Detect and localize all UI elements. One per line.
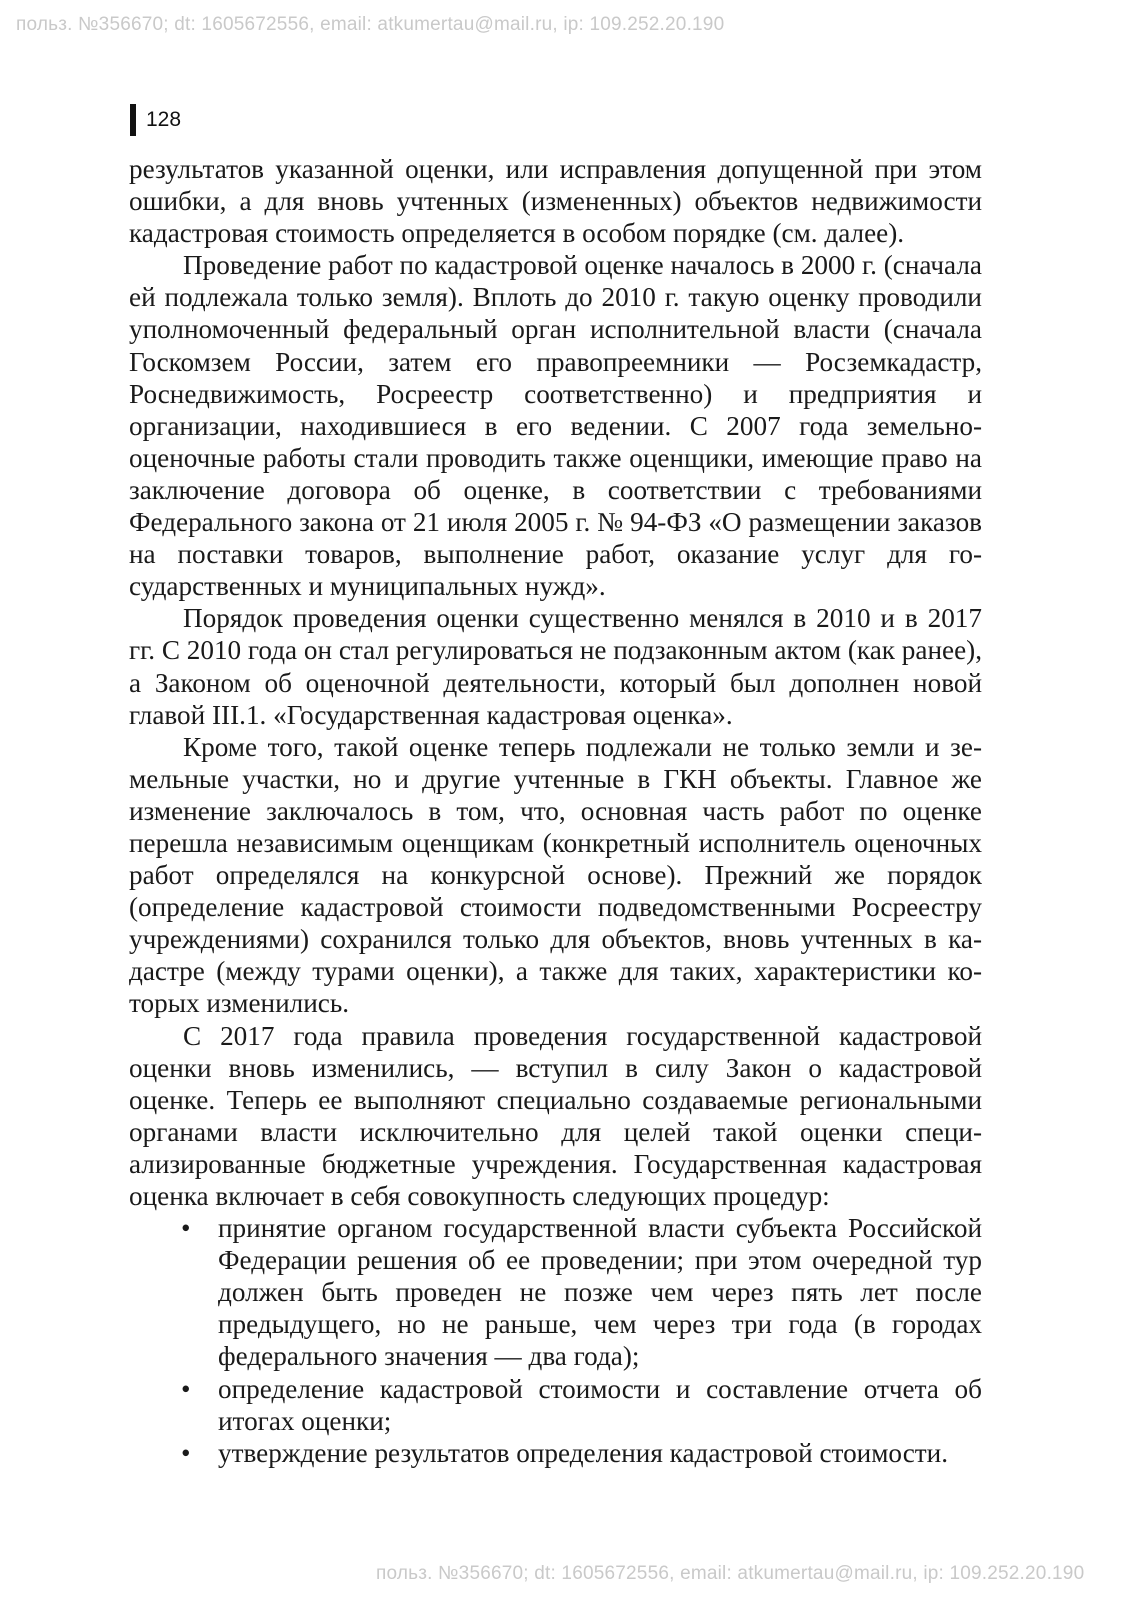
- paragraph: С 2017 года правила проведения государственной кадастровой оценки вновь изменились, — вступил в силу Закон о кадастровой оценке. Теперь ее выполняют специально создаваемые региональными органами власти исключительно для целей такой оценки специализированные бюджетные учреждения. Государственная кадастровая оценка включает в себя совокупность следующих процедур:: [129, 1020, 982, 1211]
- bullet-icon: •: [181, 1437, 191, 1468]
- bullet-icon: •: [181, 1213, 191, 1244]
- procedure-list: [129, 1212, 982, 1469]
- body-text: [129, 153, 982, 1469]
- list-item-text: принятие органом государственной власти субъекта Российской Федерации решения об ее проведении; при этом очередной тур должен быть проведен не позже чем через пять лет после предыдущего, но не раньше, чем через три года (в городах федерального значения — два года);: [218, 1213, 982, 1372]
- page-number: 128: [146, 108, 182, 131]
- list-item-text: утверждение результатов определения кадастровой стоимости.: [218, 1437, 948, 1468]
- watermark-bottom: польз. №356670; dt: 1605672556, email: atkumertau@mail.ru, ip: 109.252.20.190: [376, 1563, 1085, 1584]
- header-bar: [130, 104, 136, 136]
- list-item: [129, 1212, 982, 1372]
- watermark-top: польз. №356670; dt: 1605672556, email: atkumertau@mail.ru, ip: 109.252.20.190: [16, 14, 725, 35]
- bullet-icon: •: [181, 1373, 191, 1404]
- list-item: [129, 1437, 982, 1469]
- paragraph: Кроме того, такой оценке теперь подлежали не только земли и земельные участки, но и другие учтенные в ГКН объекты. Главное же изменение заключалось в том, что, основная часть работ по оценке перешла независимым оценщикам (конкретный исполнитель оценочных работ определялся на конкурсной основе). Прежний же порядок (определение кадастровой стоимости подведомственными Росреестру учреждениями) сохранился только для объектов, вновь учтенных в кадастре (между турами оценки), а также для таких, характеристики которых изменились.: [129, 731, 982, 1019]
- paragraph: Порядок проведения оценки существенно менялся в 2010 и в 2017 гг. С 2010 года он стал регулироваться не подзаконным актом (как ранее), а Законом об оценочной деятельности, который был дополнен новой главой III.1. «Государственная кадастровая оценка».: [129, 603, 982, 730]
- list-item: [129, 1373, 982, 1437]
- paragraph: результатов указанной оценки, или исправления допущенной при этом ошибки, а для вновь учтенных (измененных) объектов недвижимости кадастровая стоимость определяется в особом порядке (см. далее).: [129, 154, 982, 249]
- page-header: [130, 104, 181, 136]
- paragraph: Проведение работ по кадастровой оценке началось в 2000 г. (сначала ей подлежала только земля). Вплоть до 2010 г. такую оценку проводили уполномоченный федеральный орган исполнительной власти (сначала Госкомзем России, затем его правопреемники — Росземкадастр, Роснедвижимость, Росреестр соответственно) и предприятия и организации, находившиеся в его ведении. С 2007 года земельно-оценочные работы стали проводить также оценщики, имеющие право на заключение договора об оценке, в соответствии с требованиями Федерального закона от 21 июля 2005 г. № 94-ФЗ «О размещении заказов на поставки товаров, выполнение работ, оказание услуг для государственных и муниципальных нужд».: [129, 250, 982, 602]
- list-item-text: определение кадастровой стоимости и составление отчета об итогах оценки;: [218, 1373, 982, 1436]
